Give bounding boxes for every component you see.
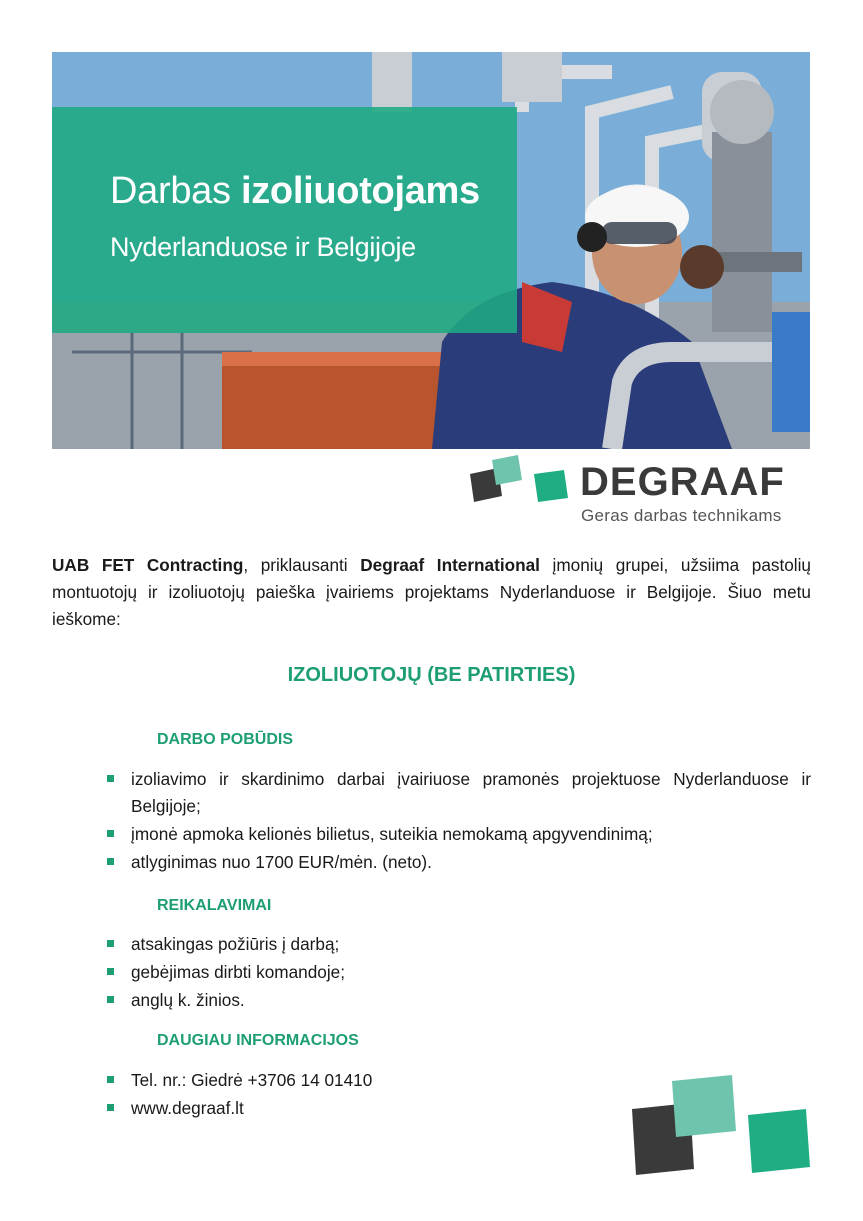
phone-item: Tel. nr.: Giedrė +3706 14 01410 bbox=[105, 1067, 811, 1094]
decorative-squares-icon bbox=[630, 1075, 815, 1175]
work-list bbox=[105, 766, 811, 877]
hero-overlay-panel bbox=[52, 107, 517, 333]
list-item: įmonė apmoka kelionės bilietus, suteikia nemokamą apgyvendinimą; bbox=[105, 821, 811, 848]
section-title-work: DARBO POBŪDIS bbox=[157, 731, 294, 748]
hero-title bbox=[110, 170, 480, 213]
group-name: Degraaf International bbox=[360, 555, 540, 575]
section-title-info: DAUGIAU INFORMACIJOS bbox=[157, 1032, 359, 1049]
intro-text-2: įmonių grupei, užsiima pastolių montuotojų ir izoliuotojų paieška įvairiems projektams Nyderlanduose ir Belgijoje. Šiuo metu ieškome: bbox=[52, 555, 811, 629]
intro-text-1: , priklausanti bbox=[243, 555, 361, 575]
list-item: atlyginimas nuo 1700 EUR/mėn. (neto). bbox=[105, 849, 811, 876]
degraaf-logo bbox=[468, 452, 813, 532]
hero-banner bbox=[52, 52, 810, 449]
website-link[interactable]: www.degraaf.lt bbox=[105, 1095, 811, 1122]
job-headline: IZOLIUOTOJŲ (BE PATIRTIES) bbox=[287, 664, 576, 686]
list-item: gebėjimas dirbti komandoje; bbox=[105, 959, 811, 986]
logo-name: DEGRAAF bbox=[580, 460, 785, 504]
hero-title-bold: izoliuotojams bbox=[240, 170, 480, 212]
section-title-requirements: REIKALAVIMAI bbox=[157, 897, 272, 914]
hero-title-regular: Darbas bbox=[110, 170, 241, 212]
list-item: atsakingas požiūris į darbą; bbox=[105, 931, 811, 958]
hero-subtitle: Nyderlanduose ir Belgijoje bbox=[110, 232, 416, 262]
logo-squares-icon bbox=[468, 452, 578, 512]
requirements-list bbox=[105, 931, 811, 1015]
logo-tagline: Geras darbas technikams bbox=[581, 506, 782, 525]
list-item: anglų k. žinios. bbox=[105, 987, 811, 1014]
list-item: izoliavimo ir skardinimo darbai įvairiuose pramonės projektuose Nyderlanduose ir Belgijoje; bbox=[105, 766, 811, 820]
intro-paragraph bbox=[52, 552, 811, 633]
company-name: UAB FET Contracting bbox=[52, 555, 244, 575]
